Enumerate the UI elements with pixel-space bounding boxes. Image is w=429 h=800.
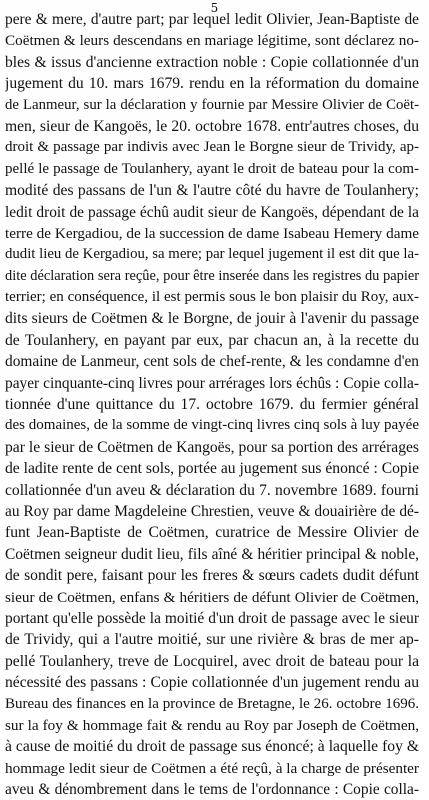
text-line: funt Jean-Baptiste de Coëtmen, curatrice de Messire Olivier de [5, 524, 419, 542]
text-line: nécessité des passans : Copie collationnée d'un jugement rendu au [5, 674, 419, 692]
body-text [5, 9, 419, 800]
text-line: hommage ledit sieur de Coëtmen a été reçû, à la charge de présenter [5, 759, 419, 777]
text-line: modité des passans de l'un & l'autre côté du havre de Toulanhery; [5, 182, 419, 200]
text-line: dits sieurs de Coëtmen & le Borgne, de jouir à l'avenir du passage [5, 310, 419, 328]
text-line: sieur de Coëtmen, enfans & héritiers de défunt Olivier de Coëtmen, [5, 588, 419, 606]
text-line: à cause de moitié du droit de passage sus énoncé; à laquelle foy & [5, 738, 419, 756]
text-line: droit & passage par indivis avec Jean le Borgne sieur de Trividy, ap- [5, 139, 419, 156]
text-line: de sondit pere, faisant pour les freres & sœurs cadets dudit défunt [5, 567, 419, 585]
text-line: Coëtmen seigneur dudit lieu, fils aîné & héritier principal & noble, [5, 545, 419, 563]
text-line: domaine de Lanmeur, cent sols de chef-rente, & les condamne d'en [5, 353, 419, 371]
text-line: men, sieur de Kangoës, le 20. octobre 1678. entr'autres choses, du [5, 117, 419, 135]
page-number: 5 [210, 1, 219, 15]
text-line: jugement du 10. mars 1679. rendu en la réformation du domaine [5, 75, 419, 93]
text-line: ledit droit de passage échû audit sieur de Kangoës, dépendant de la [5, 203, 419, 221]
text-line: sur la foy & hommage fait & rendu au Roy par Joseph de Coëtmen, [5, 716, 419, 734]
text-line: aveu & dénombrement dans le tems de l'ordonnance : Copie colla- [5, 781, 419, 799]
text-line: des domaines, de la somme de vingt-cinq livres cinq sols à luy payée [5, 417, 419, 434]
text-line: terrier; en conséquence, il est permis sous le bon plaisir du Roy, aux- [5, 289, 419, 306]
text-line: portant qu'elle possède la moitié d'un droit de passage avec le sieur [5, 609, 419, 627]
text-line: collationnée d'un aveu & déclaration du 7. novembre 1689. fourni [5, 481, 419, 499]
text-line: Coëtmen & leurs descendans en mariage légitime, sont déclarez no- [5, 32, 419, 50]
text-line: terre de Kergadiou, de la succession de dame Isabeau Hemery dame [5, 224, 419, 242]
text-line: pellé Toulanhery, treve de Locquirel, avec droit de bateau pour la [5, 652, 419, 670]
text-line: bles & issus d'ancienne extraction noble : Copie collationnée d'un [5, 53, 419, 71]
text-line: dite déclaration sera reçûe, pour être inserée dans les registres du papier [5, 267, 419, 284]
text-line: tionnée d'une quittance du 17. octobre 1679. du fermier général [5, 396, 419, 414]
text-line: dudit lieu de Kergadiou, sa mere; par lequel jugement il est dit que la- [5, 246, 419, 263]
text-line: de ladite rente de cent sols, portée au jugement sus énoncé : Copie [5, 460, 419, 478]
text-line: de Lanmeur, sur la déclaration y fournie par Messire Olivier de Coët- [5, 96, 419, 113]
text-line: pere & mere, d'autre part; par lequel ledit Olivier, Jean-Baptiste de [5, 11, 419, 28]
text-line: de Trividy, qui a l'autre moitié, sur une rivière & bras de mer ap- [5, 631, 419, 649]
text-line: Bureau des finances en la province de Bretagne, le 26. octobre 1696. [5, 695, 419, 712]
text-line: payer cinquante-cinq livres pour arrérages lors échûs : Copie colla- [5, 374, 419, 392]
text-line: de Toulanhery, en payant par eux, par chacun an, à la recette du [5, 331, 419, 349]
text-line: par le sieur de Coëtmen de Kangoës, pour sa portion des arrérages [5, 438, 419, 456]
text-line: au Roy par dame Magdeleine Chrestien, veuve & douairière de dé- [5, 502, 419, 520]
text-line: pellé le passage de Toulanhery, ayant le droit de bateau pour la com- [5, 160, 419, 177]
